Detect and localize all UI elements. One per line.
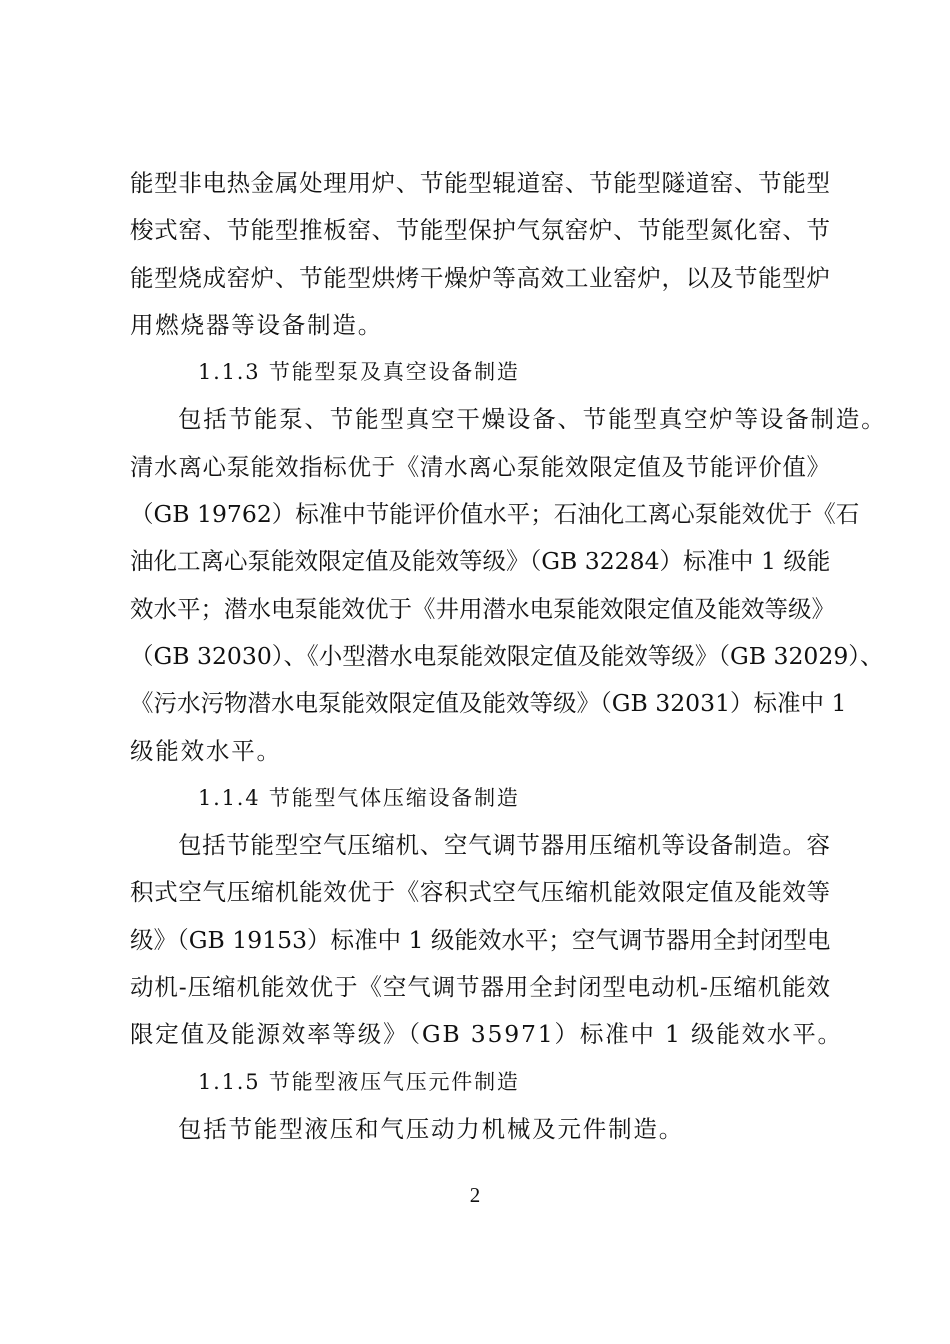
paragraph-line: 能型非电热金属处理用炉、节能型辊道窑、节能型隧道窑、节能型 <box>130 169 830 197</box>
paragraph-line: 包括节能型空气压缩机、空气调节器用压缩机等设备制造。容 <box>178 831 830 860</box>
paragraph-line: 油化工离心泵能效限定值及能效等级》（GB 32284）标准中 1 级能 <box>130 547 831 576</box>
paragraph-line: 限定值及能源效率等级》（GB 35971）标准中 1 级能效水平。 <box>130 1020 843 1049</box>
section-heading-1-1-4: 1.1.4 节能型气体压缩设备制造 <box>198 785 520 810</box>
paragraph-line: 级能效水平。 <box>130 736 282 765</box>
section-heading-1-1-5: 1.1.5 节能型液压气压元件制造 <box>198 1069 520 1094</box>
paragraph-line: 级》（GB 19153）标准中 1 级能效水平；空气调节器用全封闭型电 <box>130 925 831 954</box>
paragraph-line: 用燃烧器等设备制造。 <box>130 310 383 339</box>
paragraph-line: 清水离心泵能效指标优于《清水离心泵能效限定值及节能评价值》 <box>130 452 830 481</box>
paragraph-line: 能型烧成窑炉、节能型烘烤干燥炉等高效工业窑炉，以及节能型炉 <box>130 263 830 292</box>
document-body <box>130 160 887 1153</box>
paragraph-line: 动机-压缩机能效优于《空气调节器用全封闭型电动机-压缩机能效 <box>130 973 830 1002</box>
section-heading-1-1-3: 1.1.3 节能型泵及真空设备制造 <box>198 360 520 385</box>
paragraph-line: 梭式窑、节能型推板窑、节能型保护气氛窑炉、节能型氮化窑、节 <box>130 216 830 245</box>
paragraph-line: 包括节能型液压和气压动力机械及元件制造。 <box>178 1114 684 1143</box>
paragraph-line: （GB 32030）、《小型潜水电泵能效限定值及能效等级》（GB 32029）、 <box>130 641 884 670</box>
paragraph-line: 包括节能泵、节能型真空干燥设备、节能型真空炉等设备制造。 <box>178 405 887 434</box>
paragraph-line: 积式空气压缩机能效优于《容积式空气压缩机能效限定值及能效等 <box>130 878 830 907</box>
paragraph-line: （GB 19762）标准中节能评价值水平；石油化工离心泵能效优于《石 <box>130 500 860 529</box>
paragraph-line: 效水平；潜水电泵能效优于《井用潜水电泵能效限定值及能效等级》 <box>130 594 835 623</box>
page-number: 2 <box>469 1183 481 1207</box>
paragraph-line: 《污水污物潜水电泵能效限定值及能效等级》（GB 32031）标准中 1 <box>130 689 847 718</box>
